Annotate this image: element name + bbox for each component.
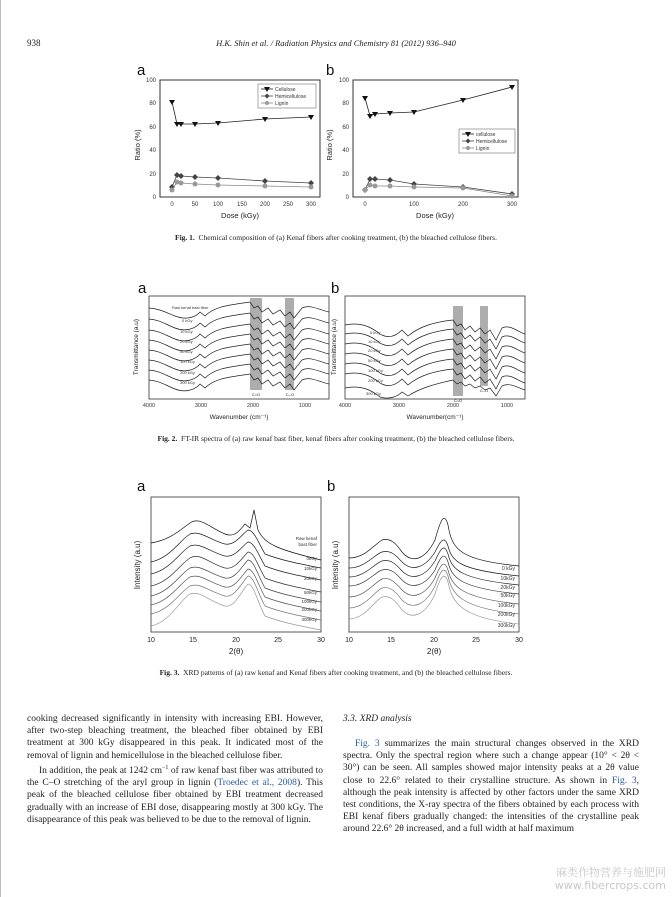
svg-text:C–O: C–O	[285, 392, 295, 397]
fig1-panel-a-label: a	[137, 62, 146, 79]
svg-text:bast fiber: bast fiber	[298, 542, 317, 547]
left-column	[27, 713, 323, 826]
svg-text:300 kGy: 300 kGy	[366, 391, 381, 396]
svg-text:C=O: C=O	[453, 398, 463, 403]
svg-text:100: 100	[212, 202, 224, 208]
fig1b-legend-lignin: Lignin	[476, 146, 490, 152]
svg-text:100: 100	[408, 202, 420, 208]
svg-text:80: 80	[342, 101, 349, 107]
fig1b-legend-hemicellulose: Hemicellulose	[476, 139, 508, 145]
svg-text:0: 0	[170, 202, 174, 208]
svg-text:15: 15	[189, 637, 197, 644]
watermark	[555, 866, 666, 892]
svg-text:Wavenumber (cm⁻¹): Wavenumber (cm⁻¹)	[209, 414, 269, 421]
fig3-panel-b-label: b	[327, 478, 336, 495]
svg-text:100kGy: 100kGy	[301, 599, 317, 604]
svg-text:50kGy: 50kGy	[500, 593, 515, 599]
fig2-caption-label: Fig. 2.	[157, 434, 178, 443]
svg-text:2000: 2000	[446, 403, 460, 409]
svg-text:10kGy: 10kGy	[500, 576, 515, 582]
svg-text:200: 200	[457, 202, 469, 208]
svg-text:300: 300	[305, 202, 317, 208]
svg-text:0 kGy: 0 kGy	[501, 566, 515, 572]
svg-text:40: 40	[149, 148, 156, 154]
svg-text:300: 300	[506, 202, 518, 208]
svg-text:20: 20	[232, 637, 240, 644]
fig2-caption-text: FT-IR spectra of (a) raw kenaf bast fiber, kenaf fibers after cooking treatment, (b) the bleached cellulose fibers.	[181, 434, 515, 443]
svg-text:0 kGy: 0 kGy	[182, 318, 193, 323]
page-left-edge	[0, 0, 1, 897]
left-para-2	[27, 762, 323, 826]
fig2a-chart	[130, 292, 330, 427]
svg-text:0kGy: 0kGy	[306, 556, 317, 561]
svg-text:50 kGy: 50 kGy	[368, 358, 381, 363]
fig3b-chart	[320, 490, 530, 660]
svg-text:100: 100	[145, 78, 156, 84]
right-column	[343, 738, 639, 836]
svg-text:20kGy: 20kGy	[500, 585, 515, 591]
svg-text:C–O: C–O	[479, 388, 489, 393]
svg-text:C=O: C=O	[251, 392, 261, 397]
svg-text:30: 30	[317, 637, 325, 644]
svg-text:4000: 4000	[338, 403, 352, 409]
watermark-line-2: www.fibercrops.com	[554, 879, 666, 892]
right-para-1	[343, 738, 639, 836]
fig3-caption-text: XRD patterns of (a) raw kenaf and Kenaf fibers after cooking treatment, and (b) the bleached cellulose fibers.	[183, 668, 513, 677]
svg-text:10: 10	[345, 637, 353, 644]
svg-text:30: 30	[515, 637, 523, 644]
right-para-b: , although the peak intensity is affected by other factors under the same XRD test conditions, the X-ray spectra of the fibers obtained by each process with EBI kenaf fibers gradually changed: the intensities of the crystalline peak around 22.6° 2θ increased, and a full width at half maximum	[343, 775, 639, 835]
svg-text:20kGy: 20kGy	[303, 576, 317, 581]
svg-text:Ratio (%): Ratio (%)	[325, 129, 334, 161]
left-para-2-b: of raw kenaf bast fiber was attributed to the C–O stretching of the aryl group in lignin (	[27, 765, 323, 789]
svg-text:2(θ): 2(θ)	[228, 647, 244, 656]
fig1a-chart	[130, 75, 330, 225]
svg-text:0 kGy: 0 kGy	[370, 330, 381, 335]
right-para-a: summarizes the main structural changes observed in the XRD spectra. Only the spectral region where such a change appear (10° < 2θ < 30°) can be seen. All samples showed major intensity peaks at a 2θ value close to 22.6° related to their crystalline structure. As shown in	[343, 739, 639, 786]
svg-text:60: 60	[149, 125, 156, 131]
svg-text:20 kGy: 20 kGy	[368, 348, 381, 353]
fig1b-chart	[320, 75, 530, 225]
left-para-2-c: ). This peak of the bleached cellulose fiber obtained by EBI treatment decreased gradually with an increase of EBI dose, disappearing mostly at 300 kGy. The disappearance of this peak was believed to be due to the removal of lignin.	[27, 778, 323, 825]
svg-text:100 kGy: 100 kGy	[180, 359, 195, 364]
fig1-caption-label: Fig. 1.	[175, 233, 195, 242]
svg-text:Transmittance (a.u): Transmittance (a.u)	[133, 318, 140, 376]
svg-text:10: 10	[147, 637, 155, 644]
svg-text:1000: 1000	[298, 403, 312, 409]
svg-text:20: 20	[342, 172, 349, 178]
fig3-panel-a-label: a	[137, 478, 146, 495]
svg-text:300kGy: 300kGy	[497, 623, 515, 629]
svg-text:10kGy: 10kGy	[303, 566, 317, 571]
fig1a-legend-hemicellulose: Hemicellulose	[275, 94, 307, 100]
svg-text:80: 80	[149, 101, 156, 107]
svg-text:200 kGy: 200 kGy	[180, 370, 195, 375]
fig3-caption	[0, 668, 672, 677]
svg-text:Dose (kGy): Dose (kGy)	[221, 211, 259, 220]
svg-text:Dose (kGy): Dose (kGy)	[416, 211, 454, 220]
svg-text:3000: 3000	[392, 403, 406, 409]
svg-text:0: 0	[152, 195, 156, 201]
svg-text:20: 20	[149, 172, 156, 178]
fig3-link-1[interactable]: Fig. 3	[355, 739, 380, 749]
svg-text:0: 0	[345, 195, 349, 201]
svg-text:50kGy: 50kGy	[303, 590, 317, 595]
fig2-panel-b-label: b	[331, 280, 340, 297]
svg-text:100: 100	[338, 78, 349, 84]
svg-text:50 kGy: 50 kGy	[180, 349, 193, 354]
svg-text:100kGy: 100kGy	[497, 603, 515, 609]
svg-text:200kGy: 200kGy	[301, 607, 317, 612]
fig3a-chart	[130, 490, 330, 660]
svg-text:10 kGy: 10 kGy	[368, 339, 381, 344]
fig2-caption	[0, 434, 672, 443]
svg-text:300 kGy: 300 kGy	[180, 380, 195, 385]
svg-text:20 kGy: 20 kGy	[180, 339, 193, 344]
fig3-link-2[interactable]: Fig. 3	[611, 775, 637, 786]
svg-text:2000: 2000	[246, 403, 260, 409]
fig2b-chart	[330, 292, 530, 427]
fig1a-legend-cellulose: Cellulose	[275, 87, 296, 93]
page-number: 938	[27, 38, 41, 48]
running-header: H.K. Shin et al. / Radiation Physics and Chemistry 81 (2012) 936–940	[216, 38, 456, 48]
svg-text:50: 50	[191, 202, 199, 208]
svg-text:150: 150	[236, 202, 248, 208]
svg-text:1000: 1000	[500, 403, 514, 409]
left-para-2-a: In addition, the peak at 1242 cm	[39, 765, 163, 776]
svg-text:40: 40	[342, 148, 349, 154]
svg-text:Raw kenaf: Raw kenaf	[295, 536, 317, 541]
svg-text:200kGy: 200kGy	[497, 612, 515, 618]
svg-text:4000: 4000	[142, 403, 156, 409]
fig1-panel-b-label: b	[326, 62, 335, 79]
svg-text:Intensity (a.u): Intensity (a.u)	[331, 540, 340, 590]
svg-text:Transmittance (a.u): Transmittance (a.u)	[331, 318, 338, 376]
superscript: −1	[162, 764, 169, 771]
svg-text:25: 25	[472, 637, 480, 644]
svg-text:100 kGy: 100 kGy	[368, 368, 383, 373]
svg-text:0: 0	[363, 202, 367, 208]
svg-text:3000: 3000	[194, 403, 208, 409]
svg-text:15: 15	[387, 637, 395, 644]
fig3-caption-label: Fig. 3.	[159, 668, 180, 677]
svg-text:300kGy: 300kGy	[301, 617, 317, 622]
fig1-caption-text: Chemical composition of (a) Kenaf fibers after cooking treatment, (b) the bleached cellulose fibers.	[198, 233, 497, 242]
fig1a-legend-lignin: Lignin	[275, 101, 289, 107]
svg-text:20: 20	[430, 637, 438, 644]
svg-text:200: 200	[259, 202, 271, 208]
svg-text:250: 250	[282, 202, 294, 208]
svg-text:Raw kenaf bast fiber: Raw kenaf bast fiber	[172, 305, 209, 310]
svg-text:2(θ): 2(θ)	[426, 647, 442, 656]
fig2-panel-a-label: a	[138, 280, 147, 297]
left-para-1: cooking decreased significantly in intensity with increasing EBI. However, after two-step bleaching treatment, the bleached fiber obtained by EBI treatment at 300 kGy disappeared in this peak. It indicated most of the removal of lignin and hemicellulose in the bleached cellulose fiber.	[27, 714, 323, 761]
citation-link-troedec[interactable]: Troedec et al., 2008	[217, 778, 297, 789]
fig1b-legend-cellulose: cellulose	[476, 132, 496, 138]
svg-text:Wavenumber(cm⁻¹): Wavenumber(cm⁻¹)	[406, 414, 464, 421]
svg-text:25: 25	[274, 637, 282, 644]
svg-text:Ratio (%): Ratio (%)	[133, 129, 142, 161]
watermark-line-1: 麻类作物营养与施肥网	[556, 866, 666, 879]
fig1-caption	[0, 233, 672, 242]
svg-text:60: 60	[342, 125, 349, 131]
svg-text:200 kGy: 200 kGy	[368, 378, 383, 383]
section-heading-xrd: 3.3. XRD analysis	[343, 714, 412, 724]
svg-text:10 kGy: 10 kGy	[180, 329, 193, 334]
svg-text:Intensity (a.u): Intensity (a.u)	[133, 540, 142, 590]
